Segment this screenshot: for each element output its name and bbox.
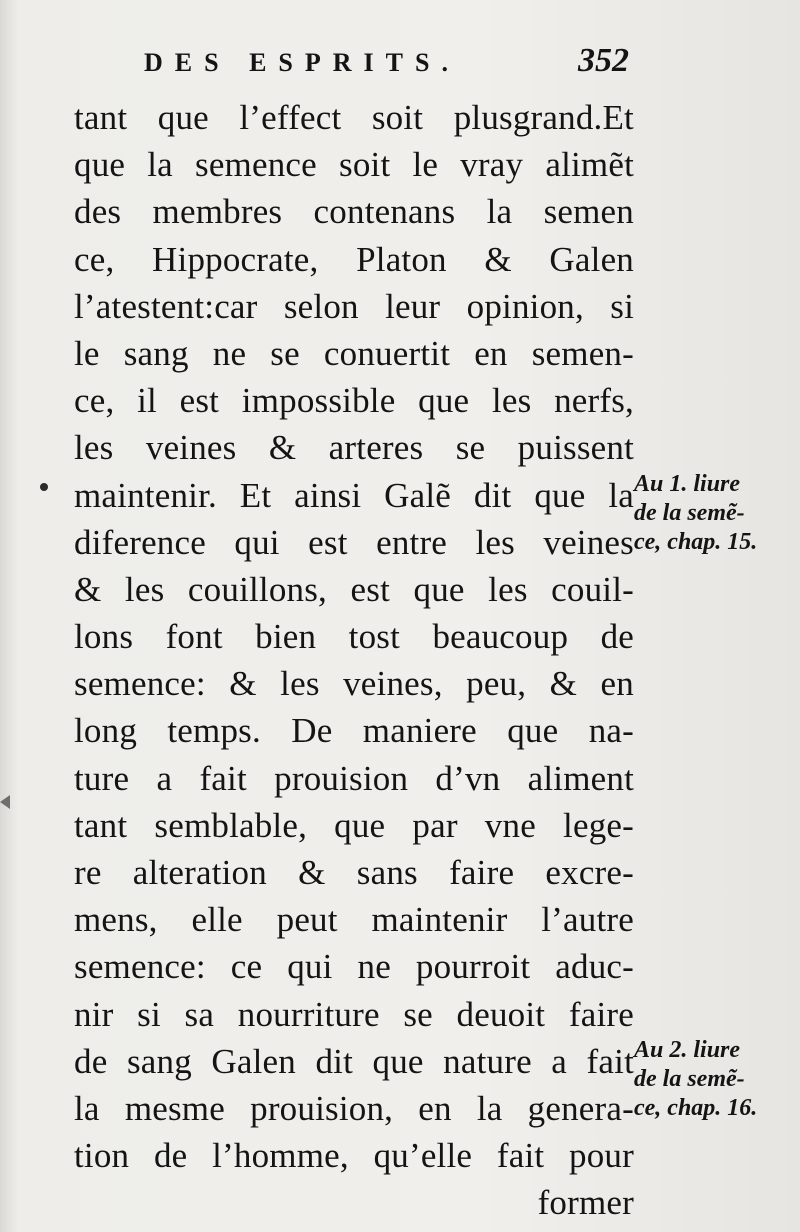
margin-note-line: Au 2. liure <box>634 1037 741 1063</box>
catchword: former <box>537 1183 634 1223</box>
text-line: semence: ce qui ne pourroit aduc- <box>74 947 634 987</box>
text-line: de sang Galen dit que nature a fait <box>74 1041 634 1081</box>
text-line: que la semence soit le vray alimẽt <box>74 145 634 185</box>
page-number: 352 <box>578 42 629 79</box>
text-line: des membres contenans la semen <box>74 192 634 232</box>
page-header <box>120 42 680 88</box>
margin-note-line: de la semẽ- <box>634 500 745 526</box>
margin-note-line: ce, chap. 15. <box>634 529 758 555</box>
text-line: ce, Hippocrate, Platon & Galen <box>74 239 634 279</box>
page-edge-mark <box>0 795 10 809</box>
text-line: tant que l’effect soit plusgrand.Et <box>74 98 634 137</box>
text-line: lons font bien tost beaucoup de <box>74 617 634 657</box>
margin-note-line: de la semẽ- <box>634 1066 745 1092</box>
text-line: maintenir. Et ainsi Galẽ dit que la <box>74 475 634 515</box>
text-line: nir si sa nourriture se deuoit faire <box>74 994 634 1034</box>
text-line: semence: & les veines, peu, & en <box>74 664 634 704</box>
text-line: diference qui est entre les veines <box>74 522 634 562</box>
text-line: l’atestent:car selon leur opinion, si <box>74 286 634 326</box>
text-line: le sang ne se conuertit en semen- <box>74 333 634 373</box>
margin-note-1 <box>634 470 794 557</box>
text-line: ce, il est impossible que les nerfs, <box>74 381 634 421</box>
text-line: les veines & arteres se puissent <box>74 428 634 468</box>
text-line: tant semblable, que par vne lege- <box>74 805 634 845</box>
text-line: tion de l’homme, qu’elle fait pour <box>74 1136 634 1176</box>
text-line: re alteration & sans faire excre- <box>74 853 634 892</box>
margin-note-2 <box>634 1036 794 1123</box>
text-line: & les couillons, est que les couil- <box>74 569 634 609</box>
margin-note-line: ce, chap. 16. <box>634 1095 758 1121</box>
body-text <box>74 94 634 1227</box>
margin-dot-mark <box>40 483 48 491</box>
text-line: ture a fait prouision d’vn aliment <box>74 758 634 798</box>
margin-note-line: Au 1. liure <box>634 471 741 497</box>
running-title: DES ESPRITS. <box>144 48 460 77</box>
text-line: long temps. De maniere que na- <box>74 711 634 751</box>
text-line: la mesme prouision, en la genera- <box>74 1088 634 1128</box>
text-line: mens, elle peut maintenir l’autre <box>74 900 634 940</box>
